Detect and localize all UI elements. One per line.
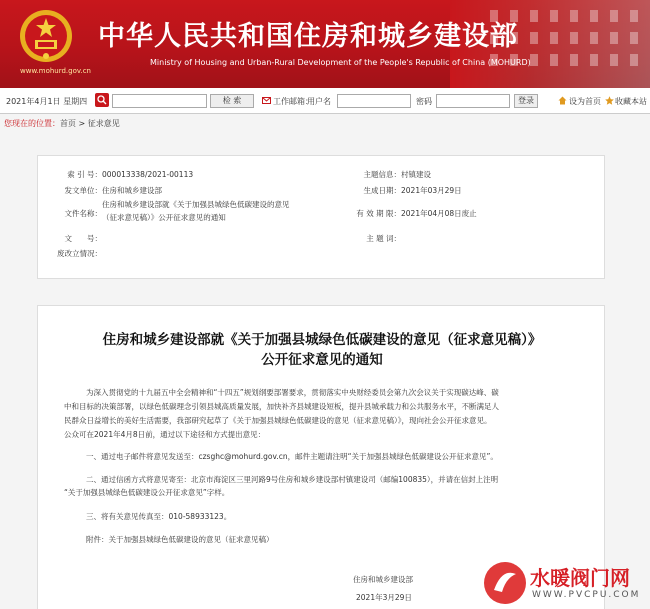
keyword-key: 主 题 词： [366,234,401,243]
search-button[interactable]: 检 索 [210,94,254,108]
para1-line3: 民群众日益增长的美好生活需要，我部研究起草了《关于加强县城绿色低碳建设的意见（征求意见稿）》，现向社会公开征求意见。 [64,416,492,425]
password-input[interactable] [436,94,510,108]
item-fax: 三、将有关意见传真至：010-58933123。 [86,512,232,521]
home-icon [558,96,567,105]
username-input[interactable] [337,94,411,108]
set-home-link[interactable]: 设为首页 [569,97,601,106]
password-label: 密码 [416,97,432,106]
favorites-link[interactable]: 收藏本站 [615,97,647,106]
date-value: 2021年03月29日 [401,186,462,195]
docname-key: 文件名称： [64,209,102,218]
docname-line1: 住房和城乡建设部就《关于加强县城绿色低碳建设的意见 [102,200,290,209]
work-email-label: 工作邮箱： [273,97,313,106]
email-icon [262,96,271,105]
validity-value: 2021年04月08日废止 [401,209,477,218]
attachment-link[interactable]: 附件：关于加强县城绿色低碳建设的意见（征求意见稿） [86,535,274,544]
watermark-logo-icon [484,562,526,604]
site-url: www.mohurd.gov.cn [20,67,91,75]
current-date: 2021年4月1日 星期四 [6,97,88,106]
item-email: 一、通过电子邮件将意见发送至：czsghc@mohurd.gov.cn，邮件主题请注明“关于加强县城绿色低碳建设公开征求意见”。 [86,452,498,461]
login-button[interactable]: 登录 [514,94,538,108]
top-toolbar [0,88,650,114]
watermark [484,556,650,609]
date-key: 生成日期： [363,186,401,195]
para1-line2: 中和目标的决策部署，以绿色低碳理念引领县城高质量发展，加快补齐县城建设短板，提升县城承载力和公共服务水平，不断满足人 [64,402,499,411]
validity-key: 有 效 期 限： [356,209,401,218]
para1-line4: 公众可在2021年4月8日前，通过以下途径和方式提出意见： [64,430,266,439]
watermark-title: 水暖阀门网 [530,566,630,590]
issuer-value: 住房和城乡建设部 [102,186,162,195]
document-info-panel [37,155,605,279]
search-icon[interactable] [95,93,109,107]
signer: 住房和城乡建设部 [353,575,413,584]
doc-title-line2: 公开征求意见的通知 [261,352,383,368]
docno-key: 文 号： [64,234,102,243]
watermark-url: WWW.PVCPU.COM [532,590,641,600]
abolish-key: 废改立情况： [57,249,102,258]
issuer-key: 发文单位： [64,186,102,195]
header-banner [0,0,650,88]
breadcrumb-label: 您现在的位置： [4,119,60,128]
para1-line1: 为深入贯彻党的十九届五中全会精神和“十四五”规划纲要部署要求，贯彻落实中央财经委员会第九次会议关于实现碳达峰、碳 [86,388,499,397]
index-value: 000013338/2021-00113 [102,170,194,179]
national-emblem-icon [18,8,74,64]
breadcrumb [0,115,650,132]
favorite-icon [605,96,614,105]
item-mail-line2: “关于加强县城绿色低碳建设公开征求意见”字样。 [64,488,230,497]
ministry-title-cn: 中华人民共和国住房和城乡建设部 [98,21,518,52]
breadcrumb-path[interactable]: 首页 > 征求意见 [60,119,120,128]
docname-line2: （征求意见稿）》公开征求意见的通知 [102,213,226,222]
doc-title-line1: 住房和城乡建设部就《关于加强县城绿色低碳建设的意见（征求意见稿）》 [102,332,542,348]
sign-date: 2021年3月29日 [356,593,412,602]
item-mail-line1: 二、通过信函方式将意见寄至：北京市海淀区三里河路9号住房和城乡建设部村镇建设司（邮编100835），并请在信封上注明 [86,475,499,484]
topic-key: 主题信息： [363,170,401,179]
username-label: 用户名 [307,97,331,106]
topic-value: 村镇建设 [401,170,431,179]
ministry-title-en: Ministry of Housing and Urban-Rural Development of the People's Republic of China (MOHURD) [150,58,531,67]
index-key: 索 引 号： [67,170,102,179]
search-input[interactable] [112,94,207,108]
